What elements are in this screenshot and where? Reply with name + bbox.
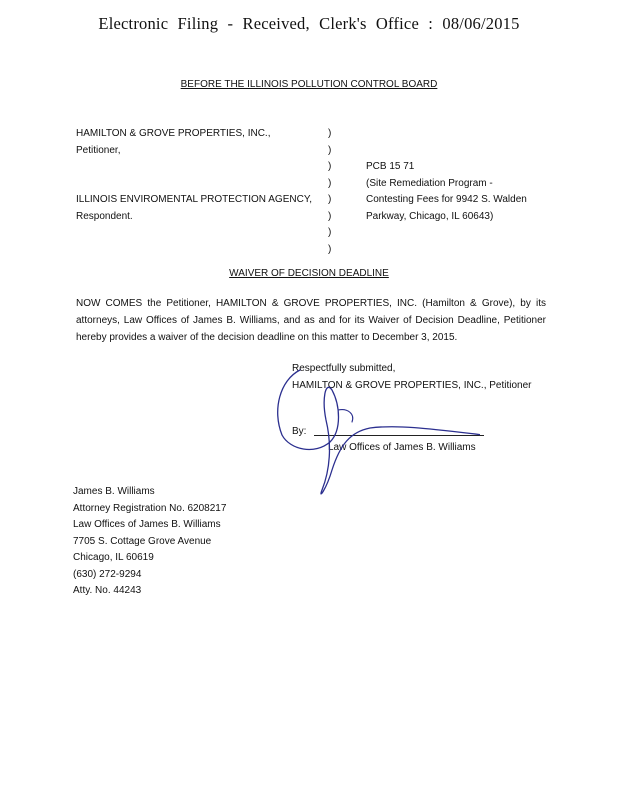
signing-party: HAMILTON & GROVE PROPERTIES, INC., Petitioner bbox=[292, 379, 532, 391]
caption-paren: ) bbox=[328, 161, 332, 172]
law-office-name: Law Offices of James B. Williams bbox=[73, 519, 221, 530]
caption-paren: ) bbox=[328, 210, 332, 222]
case-description: (Site Remediation Program - bbox=[366, 177, 493, 189]
case-number: PCB 15 71 bbox=[366, 161, 415, 172]
petitioner-role: Petitioner, bbox=[76, 144, 121, 156]
caption-parentheses bbox=[328, 126, 340, 258]
caption-paren: ) bbox=[328, 194, 332, 205]
closing-text: Respectfully submitted, bbox=[292, 363, 396, 374]
caption-parties bbox=[76, 126, 316, 225]
petitioner-name: HAMILTON & GROVE PROPERTIES, INC., bbox=[76, 128, 271, 139]
caption-paren: ) bbox=[328, 177, 332, 189]
caption-paren: ) bbox=[328, 128, 332, 139]
attorney-number: Atty. No. 44243 bbox=[73, 585, 142, 596]
city-state-zip: Chicago, IL 60619 bbox=[73, 552, 154, 563]
body-paragraph: NOW COMES the Petitioner, HAMILTON & GROVE PROPERTIES, INC. (Hamilton & Grove), by its attorneys, Law Offices of James B. Williams, and as and for its Waiver of Decision Deadline, Petitioner hereby provides a waiver of the decision deadline on this matter to December 3, 2015. bbox=[76, 298, 546, 343]
caption-paren: ) bbox=[328, 144, 332, 156]
caption-paren: ) bbox=[328, 243, 332, 255]
case-info bbox=[366, 159, 566, 225]
case-description: Contesting Fees for 9942 S. Walden bbox=[366, 194, 527, 205]
respondent-role: Respondent. bbox=[76, 210, 133, 222]
street-address: 7705 S. Cottage Grove Avenue bbox=[73, 535, 212, 547]
attorney-registration: Attorney Registration No. 6208217 bbox=[73, 502, 227, 514]
document-title: WAIVER OF DECISION DEADLINE bbox=[229, 268, 389, 279]
case-description: Parkway, Chicago, IL 60643) bbox=[366, 210, 494, 222]
attorney-info bbox=[73, 484, 323, 600]
caption-spacer bbox=[76, 159, 316, 176]
board-heading: BEFORE THE ILLINOIS POLLUTION CONTROL BOARD bbox=[180, 79, 438, 90]
firm-name: Law Offices of James B. Williams bbox=[328, 442, 476, 453]
phone-number: (630) 272-9294 bbox=[73, 568, 142, 580]
respondent-name: ILLINOIS ENVIROMENTAL PROTECTION AGENCY, bbox=[76, 194, 312, 205]
by-label: By: bbox=[292, 426, 307, 437]
caption-paren: ) bbox=[328, 227, 332, 238]
attorney-name: James B. Williams bbox=[73, 486, 155, 497]
electronic-filing-stamp: Electronic Filing - Received, Clerk's Office : 08/06/2015 bbox=[98, 14, 520, 33]
caption-spacer bbox=[76, 176, 316, 193]
